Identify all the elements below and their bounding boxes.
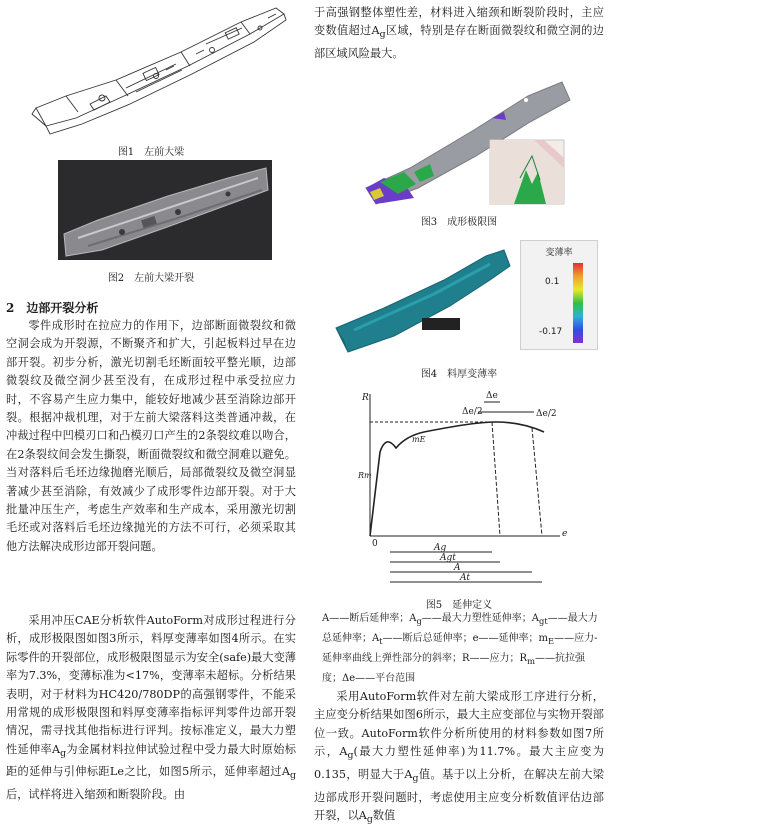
body-paragraph-top: 于高强钢整体塑性差，材料进入缩颈和断裂阶段时，主应变数值超过$A_g$区域，特别是存在断面微裂纹和微空洞的边部区域风险最大。 [314,6,604,61]
left-column [6,0,296,836]
flc-simulation-icon [314,60,604,210]
fig4-caption: 图4 料厚变薄率 [420,369,498,380]
body-paragraph-2: 采用冲压CAE分析软件AutoForm对成形过程进行分析，成形极限图如图3所示，料厚变薄率如图4所示。在实际零件的开裂部位，成形极限图显示为安全(safe)最大变薄率为7.3%，变薄标准为<17%，变薄率未超标。分析结果表明，对于材料为HC420/780DP的高强钢零件，不能采用常规的成形极限图和料厚变薄率指标评判零件边部开裂情况，需寻找其他指标进行评判。按标准定义，最大力塑性延伸率$A_g$为金属材料拉伸试验过程中受力最大时原始标距的延伸与引伸标距Le之比，如图5所示，延伸率超过$A_g$后，试样将进入缩颈和断裂阶段。由 [6,614,296,802]
body-paragraph-bottom: 采用AutoForm软件对左前大梁成形工序进行分析，主应变分析结果如图6所示，最大主应变部位与实物开裂部位一致。AutoForm软件分析所使用的材料参数如图7所示，$A_g$(最大力塑性延伸率)为11.7%。最大主应变为0.135，明显大于$A_g$值。基于以上分析，在解决左前大梁边部成形开裂问题时，考虑使用主应变分析数值评估边部开裂，以$A_g$数值 [314,690,604,826]
fig1-caption: 图1 左前大梁 [117,147,185,158]
me-label: mE [412,435,426,444]
x-axis-label: e [562,529,568,539]
elongation-chart [314,386,604,596]
interval-label-at: At [460,573,470,583]
plateau-label-1: Δe/2 [462,407,483,417]
plateau-label-2: Δe [486,391,498,401]
beam-line-drawing-icon [6,0,296,138]
right-column [314,0,772,836]
rm-label: Rm [358,471,372,480]
thinning-callout: -0.073 [742,318,772,328]
section-heading: 2 边部开裂分析 [6,301,99,315]
thinning-scale-min: -0.17 [539,327,563,337]
thinning-scale-title: 变薄率 [545,248,573,258]
fig2-caption: 图2 左前大梁开裂 [107,273,195,284]
fig5-caption: 图5 延伸定义 [425,600,493,611]
interval-label-a: A [454,563,461,573]
elastic-unload-line [492,422,500,536]
interval-label-agt: Agt [440,553,456,563]
fig3-caption: 图3 成形极限图 [420,217,498,228]
origin-label: 0 [372,539,378,549]
thinning-scale [520,240,598,350]
fig5-legend: A——断后延伸率；$A_g——$最大力塑性延伸率；$A_{gt}——$最大力总延伸率；$A_t——$断后总延伸率；e——延伸率；$m_E——$应力-延伸率曲线上弹性部分的斜率；R——应力；$R_m——$抗拉强度；Δe——平台范围 [322,613,598,684]
thinning-scale-max: 0.1 [545,277,560,287]
plateau-label-3: Δe/2 [536,409,557,419]
beam-photo-icon [58,160,272,260]
body-paragraph-1: 零件成形时在拉应力的作用下，边部断面微裂纹和微空洞会成为开裂源，不断聚齐和扩大，引起板料过早在边部开裂。初步分析，激光切割毛坯断面较平整光顺，边部微裂纹及微空洞少甚至没有，在成形过程中承受拉应力时，不容易产生应力集中，能较好地减少甚至消除边部开裂。根据冲裁机理，对于左前大梁落料这类普通冲裁，在冲裁过程中凹模刃口和凸模刃口产生的2条裂纹难以吻合，在2条裂纹间会发生撕裂，断面微裂纹和微空洞难以避免。当对落料后毛坯边缘抛磨光顺后，局部微裂纹及微空洞显著减少甚至消除，有效减少了成形零件边部开裂。对于大批量冲压生产，考虑生产效率和生产成本，采用激光切割毛坯或对落料后毛坯边缘抛光的方法不可行，必须采取其他方法解决成形边部开裂问题。 [6,319,296,553]
y-axis-label: R [362,393,369,403]
thinning-scale-bar [573,263,583,343]
interval-label-ag: Ag [434,543,447,553]
stress-curve [370,422,544,536]
